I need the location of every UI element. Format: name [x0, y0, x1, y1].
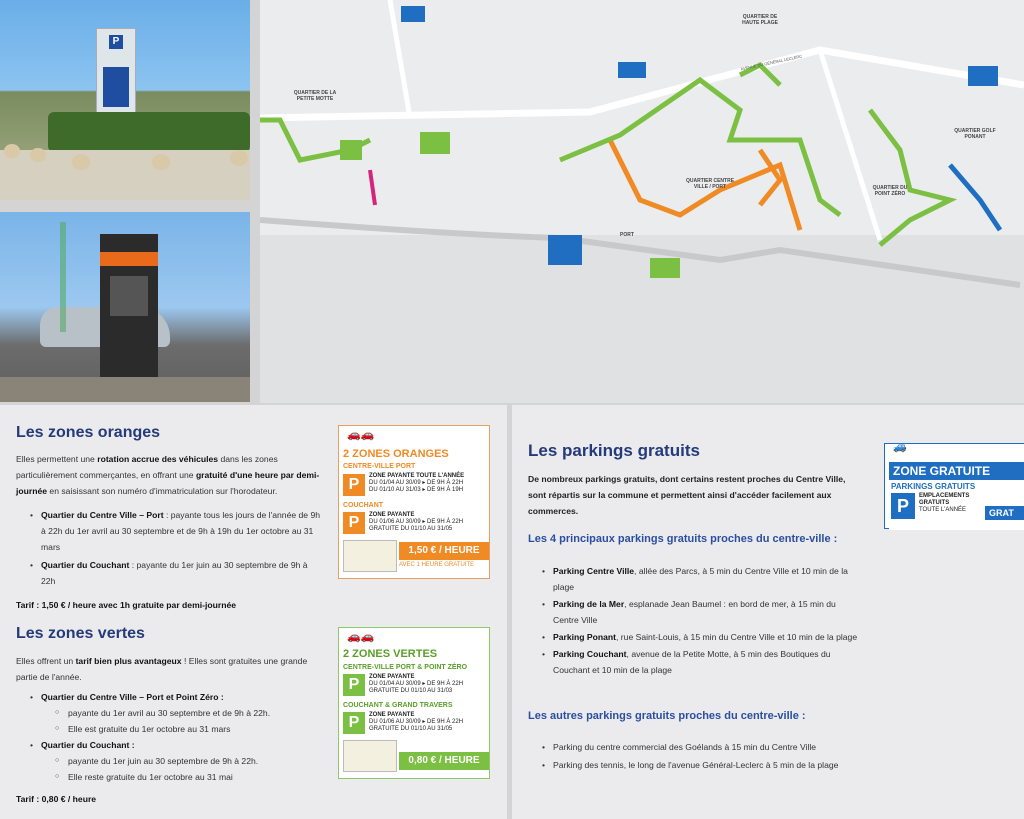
green-zones-title: Les zones vertes: [16, 625, 145, 642]
card-title: ZONE GRATUITE: [889, 462, 1024, 480]
sub-list-item: ○ payante du 1er juin au 30 septembre de 9h à 22h.: [55, 753, 316, 769]
card-zone-info: ZONE PAYANTE DU 01/06 AU 30/09 ▸ DE 9H À 22H GRATUITE DU 01/10 AU 31/05: [369, 712, 464, 732]
list-item: • Parking des tennis, le long de l'avenue Général-Leclerc à 5 min de la plage: [540, 757, 870, 773]
green-tarif: Tarif : 0,80 € / heure: [16, 794, 97, 804]
sea-area: [260, 235, 1024, 403]
bollard: [230, 150, 248, 166]
orange-zone-list: [16, 507, 320, 589]
main-parkings-list: [540, 563, 860, 678]
free-parking-title: Les parkings gratuits: [528, 441, 700, 460]
car-icon: 🚗🚗: [347, 429, 375, 441]
parking-marker[interactable]: [340, 140, 362, 160]
parking-marker[interactable]: [650, 258, 680, 278]
card-zone-info: ZONE PAYANTE DU 01/06 AU 30/09 ▸ DE 9H À 22H GRATUITE DU 01/10 AU 31/05: [369, 512, 464, 532]
parking-zones-map[interactable]: [260, 0, 1024, 403]
green-zone-route[interactable]: [560, 80, 840, 215]
orange-zones-title: Les zones oranges: [16, 424, 161, 441]
free-zone-card: [884, 443, 1024, 529]
green-zone-list: [16, 689, 316, 785]
sub-list-item: ○ payante du 1er avril au 30 septembre et de 9h à 22h.: [55, 705, 316, 721]
list-item: • Parking de la Mer, esplanade Jean Baumel : en bord de mer, à 15 min du Centre Ville: [540, 596, 860, 628]
district-label: QUARTIER CENTRE VILLE / PORT: [685, 178, 735, 190]
car-icon: 🚗🚗: [347, 631, 375, 643]
card-title: 2 ZONES VERTES: [343, 648, 438, 660]
cobblestones: [0, 377, 250, 402]
meter-orange-band: [100, 252, 158, 266]
orange-intro: Elles permettent une rotation accrue des véhicules dans les zones particulièrement commerçantes, en offrant une gratuité d'une heure par demi-journée en saisissant son numéro d'immatriculation sur l'horodateur.: [16, 454, 320, 496]
main-parkings-heading: Les 4 principaux parkings gratuits proches du centre-ville :: [528, 533, 838, 545]
parking-sign-photo: [0, 0, 250, 200]
totem-p-icon: P: [109, 35, 123, 49]
p-icon: P: [891, 493, 915, 519]
card-zone-label: COUCHANT & GRAND TRAVERS: [343, 702, 453, 709]
parking-marker[interactable]: [548, 235, 582, 265]
green-zones-card: [338, 627, 490, 779]
ticket-icon: [343, 540, 397, 572]
place-label: PORT: [620, 232, 634, 238]
card-zone-label: CENTRE-VILLE PORT & POINT ZÉRO: [343, 664, 468, 671]
district-label: QUARTIER GOLF PONANT: [954, 128, 996, 140]
orange-zones-text: [16, 451, 320, 613]
other-parkings-list: [540, 739, 870, 773]
card-title: 2 ZONES ORANGES: [343, 448, 449, 460]
parking-marker[interactable]: [420, 132, 450, 154]
green-zone-route[interactable]: [870, 110, 950, 245]
green-zones-text: [16, 653, 316, 807]
road: [820, 50, 880, 240]
list-item: • Quartier du Couchant : payante du 1er juin au 30 septembre de 9h à 22h: [28, 557, 320, 589]
card-tab: GRAT: [985, 506, 1024, 520]
bollard: [72, 154, 90, 170]
price-badge: 1,50 € / HEURE: [399, 542, 489, 560]
ticket-icon: [343, 740, 397, 772]
district-label: QUARTIER DU POINT ZÉRO: [872, 185, 908, 197]
sub-list: [41, 753, 316, 785]
district-label: QUARTIER DE HAUTE PLAGE: [742, 14, 778, 26]
road-label: AVENUE DU GÉNÉRAL LECLERC: [740, 53, 803, 72]
p-icon: P: [343, 674, 365, 696]
free-hour-label: AVEC 1 HEURE GRATUITE: [399, 562, 475, 568]
card-subtitle: PARKINGS GRATUITS: [891, 482, 976, 491]
orange-zone-route[interactable]: [760, 150, 780, 205]
parking-marker[interactable]: [401, 6, 425, 22]
parking-marker[interactable]: [968, 66, 998, 86]
green-intro: Elles offrent un tarif bien plus avantageux ! Elles sont gratuites une grande partie de l'année.: [16, 656, 308, 682]
palm-trunk: [60, 222, 66, 332]
price-badge: 0,80 € / HEURE: [399, 752, 489, 770]
sub-list-item: ○ Elle reste gratuite du 1er octobre au 31 mai: [55, 769, 316, 785]
main-road: [260, 50, 1024, 118]
parking-meter-photo: [0, 212, 250, 402]
p-icon: P: [343, 474, 365, 496]
sub-list: [41, 705, 316, 737]
hedge: [48, 112, 250, 152]
car-icon: 🚙: [893, 441, 907, 453]
paid-zones-panel: [0, 405, 507, 819]
orange-zones-card: [338, 425, 490, 579]
meter-screen: [110, 276, 148, 316]
card-info: EMPLACEMENTS GRATUITS TOUTE L'ANNÉE: [919, 493, 970, 513]
free-parking-panel: [512, 405, 1024, 819]
list-item: • Parking du centre commercial des Goélands à 15 min du Centre Ville: [540, 739, 870, 755]
magenta-zone-route[interactable]: [370, 170, 375, 205]
list-item: • Quartier du Couchant : ○ payante du 1er juin au 30 septembre de 9h à 22h. ○ Elle reste gratuite du 1er octobre au 31 mai: [28, 737, 316, 785]
list-item: • Quartier du Centre Ville – Port et Point Zéro : ○ payante du 1er avril au 30 septembre et de 9h à 22h. ○ Elle est gratuite du 1er octobre au 31 mars: [28, 689, 316, 737]
blue-zone-route[interactable]: [950, 165, 1000, 230]
bollard: [4, 144, 20, 158]
other-parkings-heading: Les autres parkings gratuits proches du centre-ville :: [528, 710, 806, 722]
free-parking-intro: De nombreux parkings gratuits, dont certains restent proches du Centre Ville, sont répartis sur la commune et permettent ainsi d'accéder facilement aux commerces.: [528, 474, 846, 516]
list-item: • Parking Couchant, avenue de la Petite Motte, à 5 min des Boutiques du Couchant et 10 min de la plage: [540, 646, 860, 678]
bollard: [152, 154, 170, 170]
list-item: • Parking Ponant, rue Saint-Louis, à 15 min du Centre Ville et 10 min de la plage: [540, 629, 860, 645]
card-zone-info: ZONE PAYANTE TOUTE L'ANNÉE DU 01/04 AU 30/09 ▸ DE 9H À 22H DU 01/10 AU 31/03 ▸ DE 9H À 19H: [369, 473, 465, 493]
parking-marker[interactable]: [618, 62, 646, 78]
district-label: QUARTIER DE LA PETITE MOTTE: [293, 90, 337, 102]
orange-tarif: Tarif : 1,50 € / heure avec 1h gratuite par demi-journée: [16, 600, 237, 610]
totem-panel: [103, 67, 129, 107]
map-svg: [260, 0, 1024, 403]
p-icon: P: [343, 712, 365, 734]
card-zone-info: ZONE PAYANTE DU 01/04 AU 30/09 ▸ DE 9H À 22H GRATUITE DU 01/10 AU 31/03: [369, 674, 464, 694]
card-zone-label: CENTRE-VILLE PORT: [343, 463, 416, 470]
card-zone-label: COUCHANT: [343, 502, 384, 509]
bollard: [30, 148, 46, 162]
list-item: • Quartier du Centre Ville – Port : payante tous les jours de l'année de 9h à 22h du 1er avril au 30 septembre et de 9h à 19h du 1er octobre au 31 mars: [28, 507, 320, 555]
list-item: • Parking Centre Ville, allée des Parcs, à 5 min du Centre Ville et 10 min de la plage: [540, 563, 860, 595]
sub-list-item: ○ Elle est gratuite du 1er octobre au 31 mars: [55, 721, 316, 737]
p-icon: P: [343, 512, 365, 534]
